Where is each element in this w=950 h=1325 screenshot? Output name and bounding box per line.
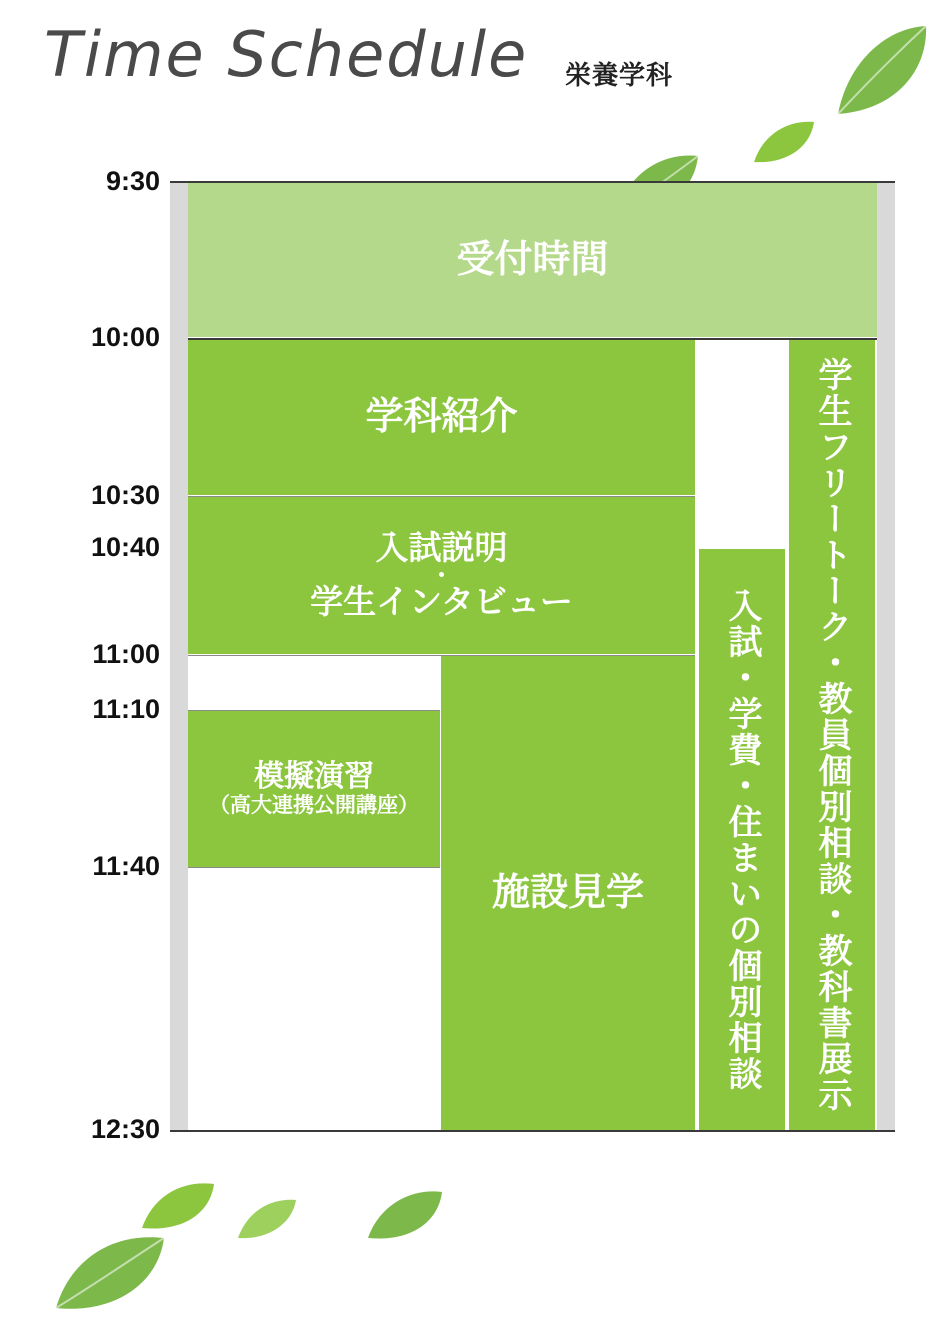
axis-label-1110: 11:10 (92, 694, 160, 724)
event-facility-tour[interactable] (441, 656, 695, 1130)
event-exam-info-line2: ・ (430, 562, 453, 588)
gridline-1140 (170, 867, 440, 868)
axis-label-1000: 10:00 (90, 322, 160, 352)
event-mock-practice-line1: 模擬演習 (254, 759, 374, 793)
axis-label-1100: 11:00 (92, 639, 160, 669)
event-exam-info-line1: 入試説明 (375, 528, 508, 566)
axis-label-1040: 10:40 (90, 532, 160, 562)
event-facility-tour-label: 施設見学 (491, 871, 644, 914)
axis-label-0930: 9:30 (105, 166, 160, 196)
event-exam-info-line3: 学生インタビュー (310, 583, 573, 621)
event-free-talk-label: 学生フリートーク・教員個別相談・教科書展示 (813, 357, 852, 1113)
event-dept-intro[interactable] (188, 340, 695, 495)
event-mock-practice-line2: （高大連携公開講座） (209, 794, 419, 818)
department-subtitle: 栄養学科 (565, 60, 674, 90)
event-free-talk[interactable] (789, 340, 875, 1130)
event-dept-intro-label: 学科紹介 (365, 396, 518, 439)
event-mock-practice[interactable] (188, 711, 440, 867)
page-title: Time Schedule (44, 18, 529, 91)
axis-label-1030: 10:30 (90, 480, 160, 510)
axis-label-1230: 12:30 (90, 1114, 160, 1144)
event-exam-info[interactable] (188, 497, 695, 654)
axis-label-1140: 11:40 (92, 851, 160, 881)
gridline-1230 (170, 1130, 895, 1132)
rail-left (170, 183, 188, 1130)
rail-right (877, 183, 895, 1130)
event-reception[interactable] (188, 183, 877, 337)
event-individual-consultation[interactable] (699, 549, 785, 1130)
event-reception-label: 受付時間 (456, 238, 609, 281)
event-individual-consultation-label: 入試・学費・住まいの個別相談 (723, 587, 762, 1092)
